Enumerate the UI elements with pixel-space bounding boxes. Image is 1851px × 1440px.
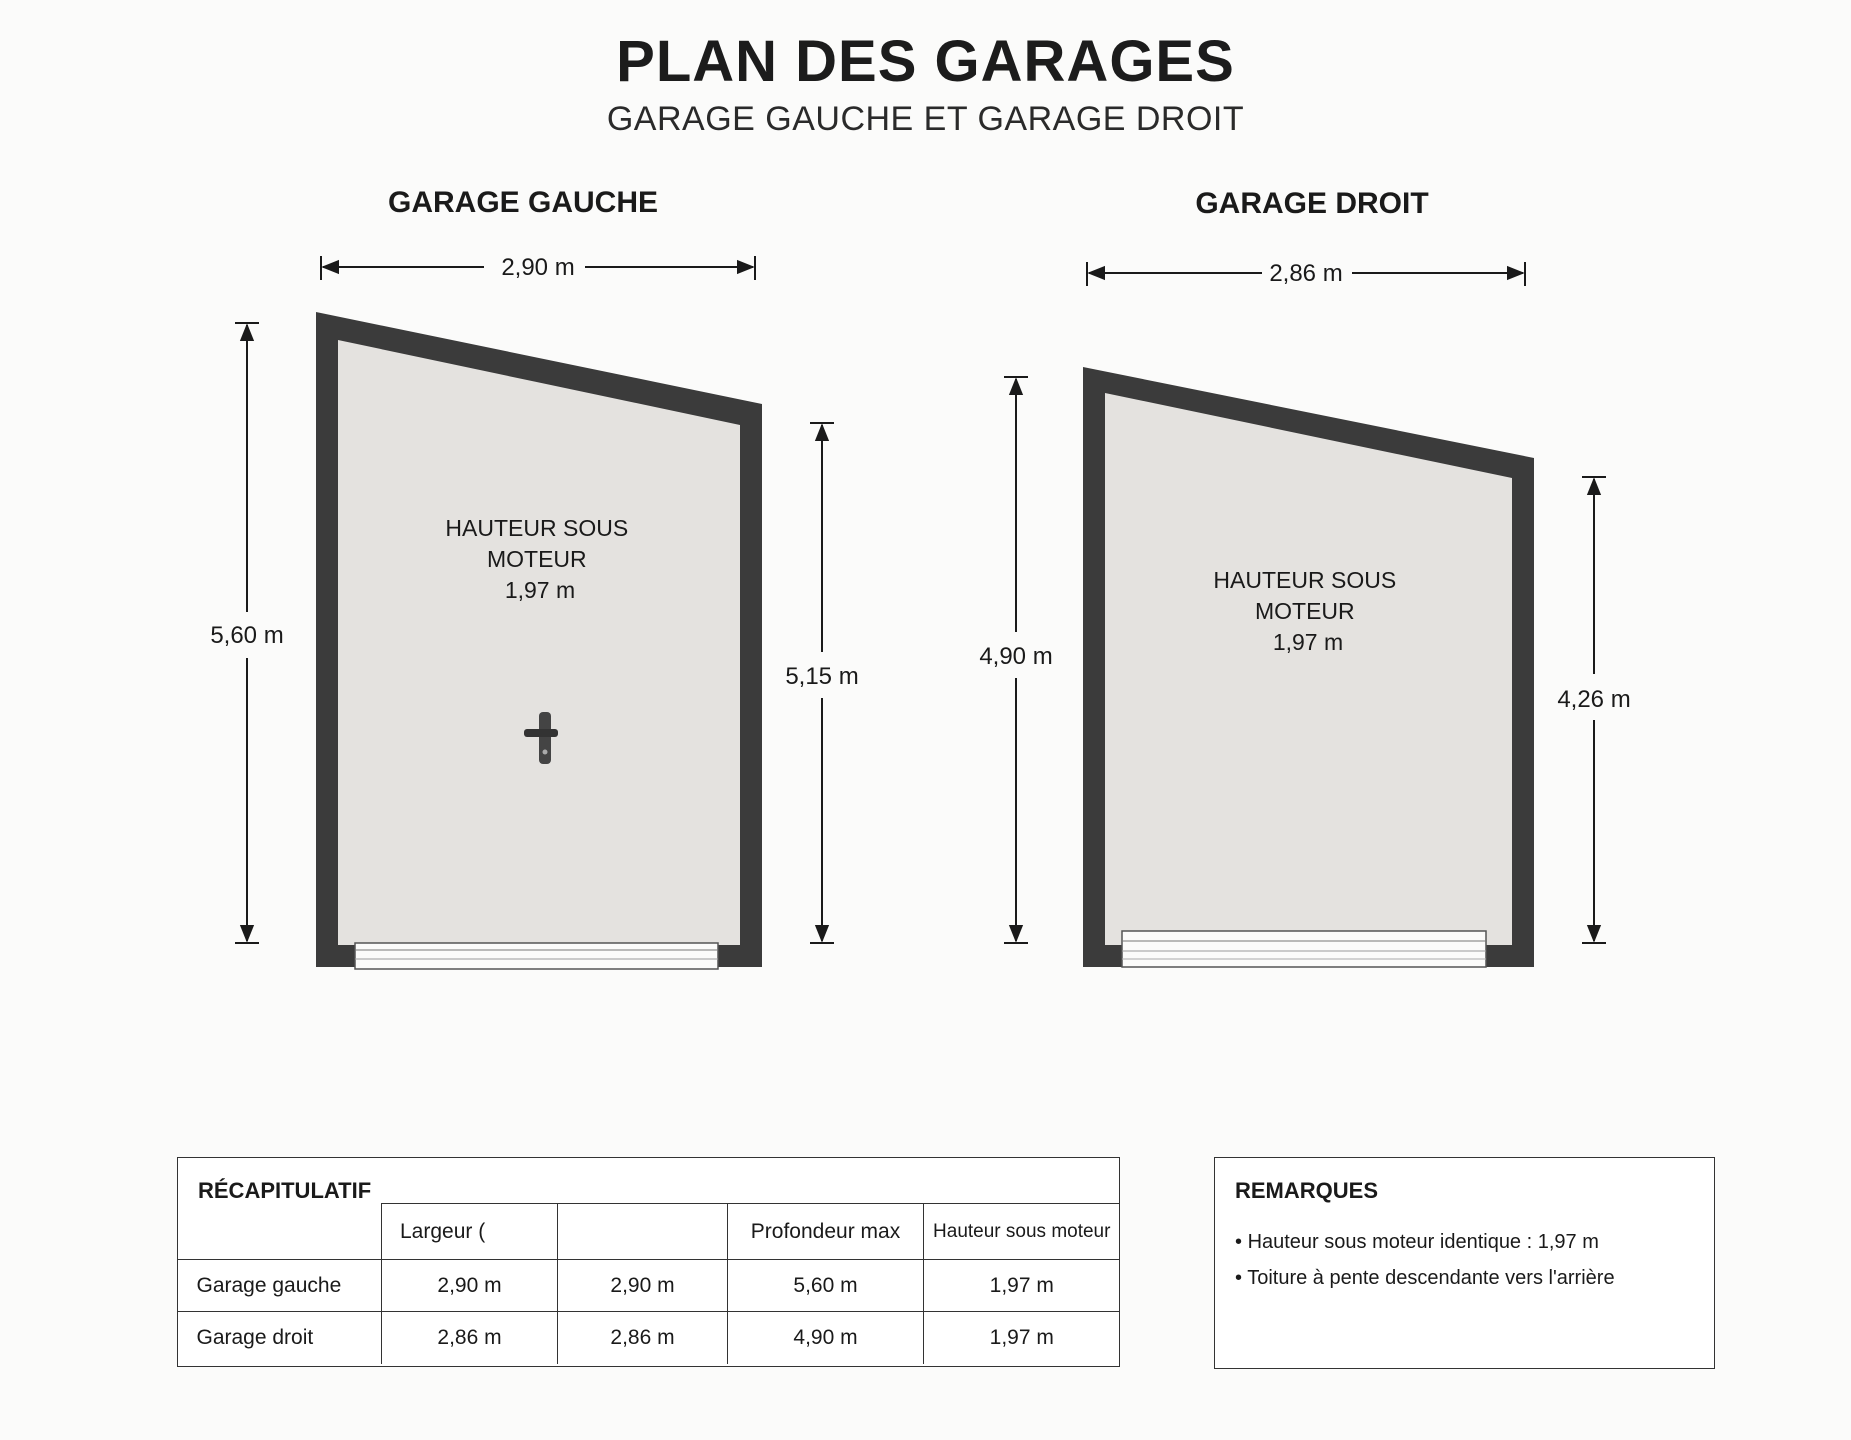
page-title: PLAN DES GARAGES bbox=[616, 29, 1235, 94]
garage-right-floor bbox=[1105, 393, 1512, 945]
summary-header-cell: Profondeur max bbox=[728, 1204, 924, 1260]
remarks-box bbox=[1214, 1157, 1715, 1369]
garage-left-title: GARAGE GAUCHE bbox=[387, 186, 659, 219]
garage-right-title: GARAGE DROIT bbox=[1195, 187, 1429, 220]
garage-right bbox=[979, 187, 1630, 967]
remarks-list bbox=[1235, 1224, 1615, 1296]
garage-left-floor bbox=[338, 340, 740, 945]
garage-right-left-depth-dimension bbox=[979, 377, 1052, 943]
table-cell: 4,90 m bbox=[728, 1312, 924, 1364]
table-cell: Garage droit bbox=[177, 1312, 382, 1364]
table-cell: 1,97 m bbox=[924, 1312, 1120, 1364]
garage-right-door bbox=[1122, 931, 1486, 967]
garage-left-hauteur-line1: HAUTEUR SOUS bbox=[445, 515, 629, 541]
page-subtitle: GARAGE GAUCHE ET GARAGE DROIT bbox=[606, 100, 1245, 138]
garage-left-left-depth-dimension bbox=[210, 323, 283, 943]
garage-left-hauteur-line2: MOTEUR bbox=[486, 546, 587, 572]
table-row bbox=[177, 1260, 1120, 1312]
garage-left bbox=[210, 186, 858, 969]
summary-table bbox=[177, 1203, 1120, 1364]
table-row bbox=[177, 1312, 1120, 1364]
table-cell: Garage gauche bbox=[177, 1260, 382, 1312]
summary-header-cell bbox=[177, 1204, 382, 1260]
garage-right-right-depth-label: 4,26 m bbox=[1557, 686, 1631, 713]
garage-right-left-depth-label: 4,90 m bbox=[979, 643, 1053, 670]
garage-right-right-depth-dimension bbox=[1557, 477, 1630, 943]
table-cell: 5,60 m bbox=[728, 1260, 924, 1312]
table-cell: 2,86 m bbox=[558, 1312, 728, 1364]
garage-left-left-depth-label: 5,60 m bbox=[210, 622, 284, 649]
table-cell: 2,86 m bbox=[382, 1312, 558, 1364]
summary-header-cell: Hauteur sous moteur bbox=[924, 1204, 1120, 1260]
list-item: • Hauteur sous moteur identique : 1,97 m bbox=[1235, 1224, 1615, 1260]
garage-left-hauteur-value: 1,97 m bbox=[504, 577, 576, 603]
garage-left-width-label: 2,90 m bbox=[501, 254, 575, 281]
garage-right-hauteur-line2: MOTEUR bbox=[1254, 598, 1355, 624]
table-cell: 1,97 m bbox=[924, 1260, 1120, 1312]
summary-header-cell bbox=[558, 1204, 728, 1260]
remarks-title: REMARQUES bbox=[1235, 1178, 1379, 1203]
garage-left-right-depth-dimension bbox=[785, 423, 858, 943]
garage-right-width-dimension bbox=[1087, 260, 1525, 287]
summary-table-box bbox=[177, 1157, 1120, 1367]
garage-right-width-label: 2,86 m bbox=[1269, 260, 1343, 287]
summary-header-cell: Largeur ( bbox=[382, 1204, 558, 1260]
garage-left-door bbox=[355, 943, 718, 969]
garage-left-width-dimension bbox=[321, 254, 755, 281]
list-item: • Toiture à pente descendante vers l'arrière bbox=[1235, 1260, 1615, 1296]
table-cell: 2,90 m bbox=[558, 1260, 728, 1312]
summary-title: RÉCAPITULATIF bbox=[198, 1178, 372, 1203]
garage-right-hauteur-line1: HAUTEUR SOUS bbox=[1213, 567, 1397, 593]
table-cell: 2,90 m bbox=[382, 1260, 558, 1312]
garage-right-hauteur-value: 1,97 m bbox=[1272, 629, 1344, 655]
summary-header-row bbox=[177, 1204, 1120, 1260]
garage-left-right-depth-label: 5,15 m bbox=[785, 663, 859, 690]
